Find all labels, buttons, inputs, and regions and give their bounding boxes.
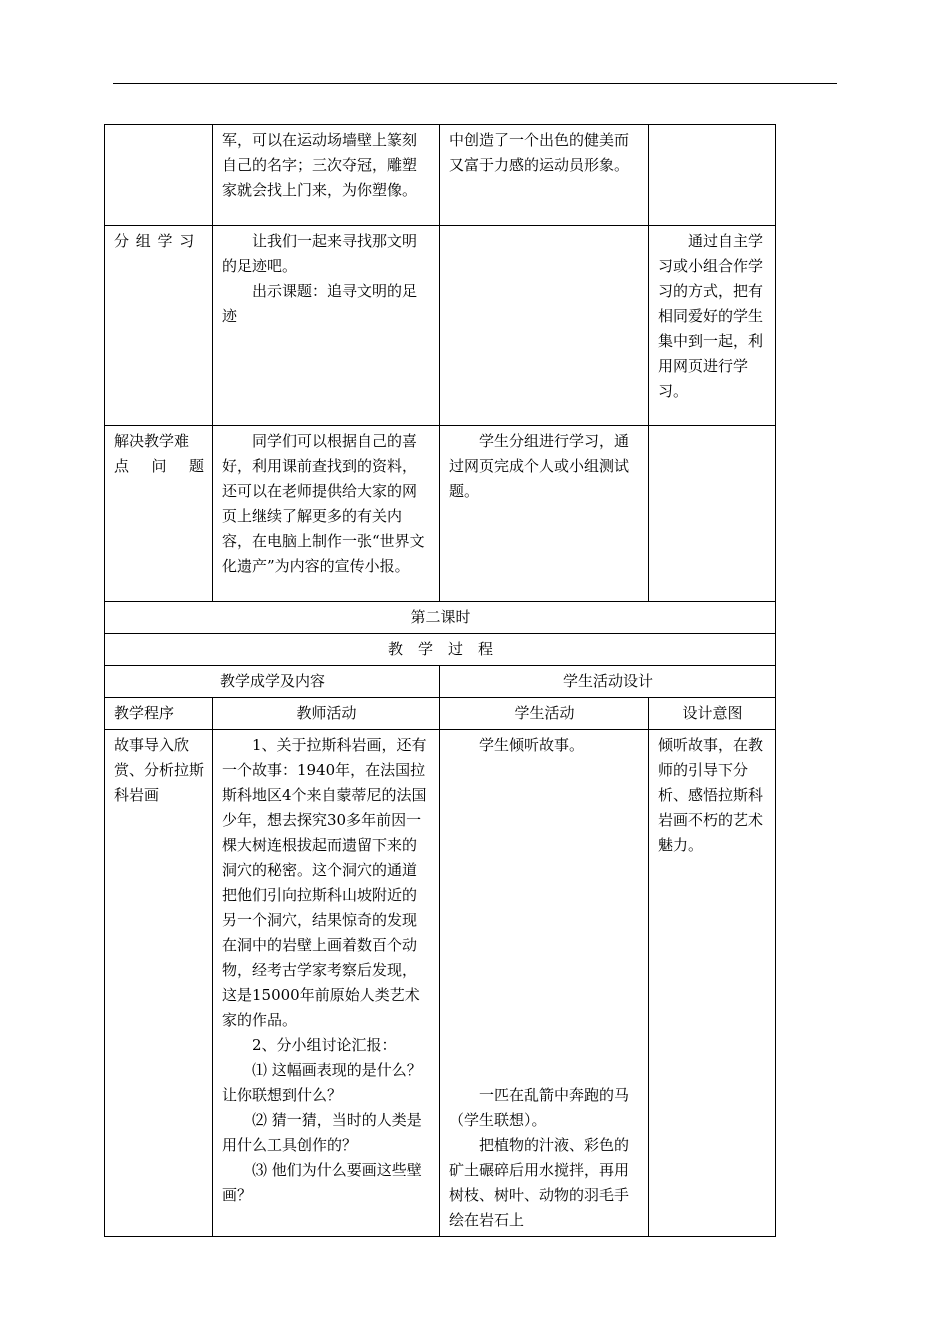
teacher-paragraph: ⑴ 这幅画表现的是什么？让你联想到什么？ — [222, 1061, 422, 1104]
column-header-intent: 设计意图 — [649, 698, 776, 730]
teacher-paragraph: 1、关于拉斯科岩画，还有一个故事：1940年，在法国拉斯科地区4个来自蒙蒂尼的法国少年，想去探究30多年前因一棵大树连根拔起而遗留下来的洞穴的秘密。这个洞穴的通道把他们引向拉斯科山坡附近的另一个洞穴，结果惊奇的发现在洞中的岩壁上画着数百个动物，经考古学家考察后发现，这是15000年前原始人类艺术家的作品。 — [222, 736, 427, 1029]
teacher-paragraph: ⑶ 他们为什么要画这些壁画？ — [222, 1161, 422, 1204]
stage-cell — [105, 226, 213, 426]
lesson-title: 第二课时 — [105, 602, 776, 634]
intent-cell — [649, 125, 776, 226]
student-paragraph: 把植物的汁液、彩色的矿土碾碎后用水搅拌，再用树枝、树叶、动物的羽毛手绘在岩石上 — [449, 1136, 630, 1229]
spacer — [449, 758, 640, 1083]
stage-label-line: 点 问 题 — [114, 457, 204, 475]
table-row — [105, 730, 776, 1237]
stage-label: 分组学习 — [114, 232, 202, 250]
table-row — [105, 666, 776, 698]
table-row — [105, 226, 776, 426]
student-activity-cell — [440, 730, 649, 1237]
teacher-paragraph: 让我们一起来寻找那文明的足迹吧。 — [222, 232, 418, 275]
student-activity-cell — [440, 226, 649, 426]
teacher-paragraph: 同学们可以根据自己的喜好，利用课前查找到的资料，还可以在老师提供给大家的网页上继续了解更多的有关内容，在电脑上制作一张“世界文化遗产”为内容的宣传小报。 — [222, 432, 425, 575]
column-header-student: 学生活动 — [440, 698, 649, 730]
table-row — [105, 698, 776, 730]
process-title: 教 学 过 程 — [105, 634, 776, 666]
table-row — [105, 426, 776, 602]
student-paragraph: 中创造了一个出色的健美而又富于力感的运动员形象。 — [449, 131, 630, 174]
teacher-activity-cell — [213, 226, 440, 426]
intent-cell — [649, 226, 776, 426]
column-header-teacher: 教师活动 — [213, 698, 440, 730]
teacher-paragraph: 军，可以在运动场墙壁上篆刻自己的名字；三次夺冠，雕塑家就会找上门来，为你塑像。 — [222, 131, 418, 199]
table-row — [105, 602, 776, 634]
column-header-stage: 教学程序 — [105, 698, 213, 730]
group-header-left: 教学成学及内容 — [105, 666, 440, 698]
stage-label: 故事导入欣赏、分析拉斯科岩画 — [114, 736, 205, 804]
stage-cell — [105, 426, 213, 602]
student-paragraph: 学生倾听故事。 — [479, 736, 585, 754]
student-paragraph: 学生分组进行学习，通过网页完成个人或小组测试题。 — [449, 432, 630, 500]
student-activity-cell — [440, 426, 649, 602]
intent-cell — [649, 426, 776, 602]
teacher-activity-cell — [213, 426, 440, 602]
student-paragraph: 一匹在乱箭中奔跑的马（学生联想）。 — [449, 1086, 630, 1129]
teacher-activity-cell — [213, 730, 440, 1237]
stage-cell — [105, 730, 213, 1237]
teacher-paragraph: 2、分小组讨论汇报： — [252, 1036, 397, 1054]
teacher-paragraph: 出示课题：追寻文明的足迹 — [222, 282, 418, 325]
header-rule — [113, 83, 837, 84]
intent-paragraph: 倾听故事，在教师的引导下分析、感悟拉斯科岩画不朽的艺术魅力。 — [658, 736, 764, 854]
table-row — [105, 634, 776, 666]
group-header-right: 学生活动设计 — [440, 666, 776, 698]
intent-cell — [649, 730, 776, 1237]
stage-cell — [105, 125, 213, 226]
teacher-activity-cell — [213, 125, 440, 226]
intent-paragraph: 通过自主学习或小组合作学习的方式，把有相同爱好的学生集中到一起，利用网页进行学习。 — [658, 232, 764, 400]
stage-label-line: 解决教学难 — [114, 432, 190, 450]
lesson-plan-table — [104, 124, 776, 1237]
student-activity-cell — [440, 125, 649, 226]
teacher-paragraph: ⑵ 猜一猜，当时的人类是用什么工具创作的？ — [222, 1111, 422, 1154]
table-row — [105, 125, 776, 226]
